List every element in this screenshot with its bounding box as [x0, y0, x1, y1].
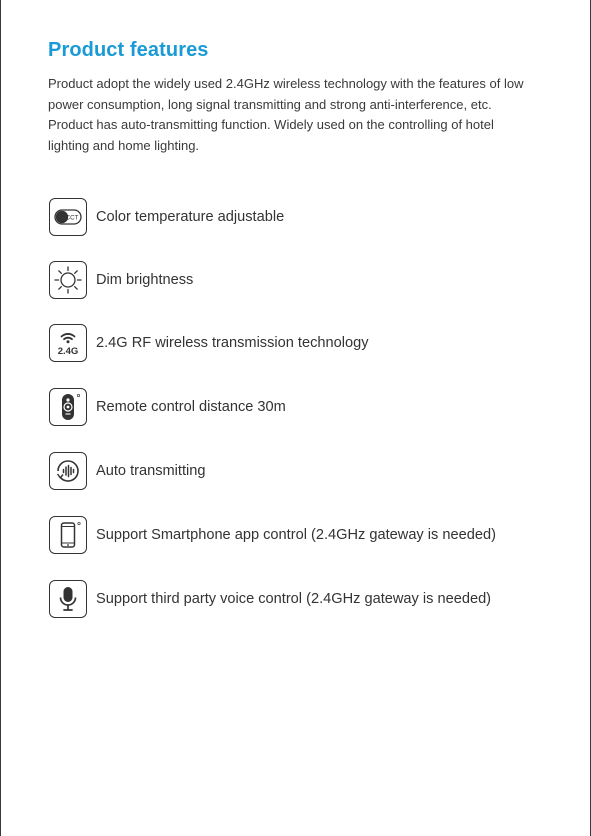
feature-item-auto-transmitting	[49, 451, 206, 491]
feature-label: 2.4G RF wireless transmission technology	[96, 335, 369, 351]
description-line: Product adopt the widely used 2.4GHz wireless technology with the features of low	[48, 76, 524, 91]
feature-label: Auto transmitting	[96, 463, 206, 479]
wifi-2.4g-icon	[49, 324, 87, 362]
feature-item-voice-control	[49, 579, 491, 619]
feature-label: Color temperature adjustable	[96, 209, 285, 225]
feature-label: Dim brightness	[96, 272, 194, 288]
cct-icon-text: CCT	[65, 214, 79, 222]
product-description	[48, 74, 548, 157]
microphone-icon	[49, 580, 87, 618]
remote-control-icon	[49, 388, 87, 426]
sun-brightness-icon	[49, 261, 87, 299]
feature-item-rf-wireless	[49, 323, 369, 363]
feature-item-remote-distance	[49, 387, 286, 427]
section-title: Product features	[48, 39, 209, 61]
feature-label: Remote control distance 30m	[96, 399, 286, 415]
feature-label: Support Smartphone app control (2.4GHz gateway is needed)	[96, 527, 496, 543]
rf-icon-text: 2.4G	[57, 346, 79, 357]
feature-label: Support third party voice control (2.4GHz gateway is needed)	[96, 591, 492, 607]
feature-item-dim-brightness	[49, 260, 193, 300]
description-line: lighting and home lighting.	[48, 138, 200, 154]
cct-toggle-icon	[49, 198, 87, 236]
feature-item-smartphone-control	[49, 515, 496, 555]
auto-transmit-icon	[49, 452, 87, 490]
description-line: power consumption, long signal transmitting and strong anti-interference, etc.	[48, 96, 492, 112]
smartphone-icon	[49, 516, 87, 554]
description-line: Product has auto-transmitting function. Widely used on the controlling of hotel	[48, 117, 494, 133]
feature-item-color-temperature	[49, 197, 284, 237]
